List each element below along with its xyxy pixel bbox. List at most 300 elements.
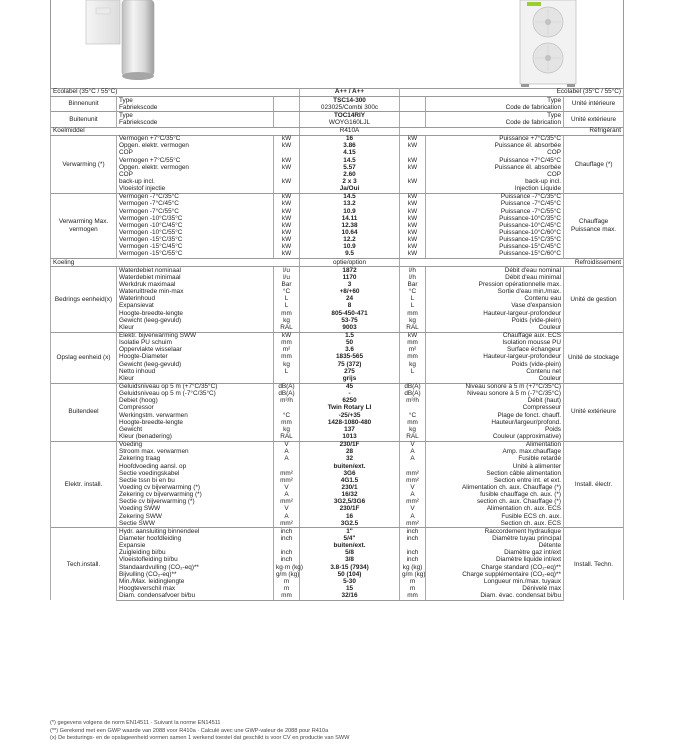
param-label-fr: Pression opérationnelle max. <box>426 282 564 289</box>
param-label-nl: Vermogen -15°C/45°C <box>117 244 274 251</box>
unit-nl: A <box>274 456 300 463</box>
unit-fr: kW <box>400 215 426 222</box>
unit-fr: dB(A) <box>400 391 426 398</box>
unit-nl: kW <box>274 332 300 340</box>
unit-fr: kW <box>400 201 426 208</box>
param-label-nl: Vermogen -10°C/45°C <box>117 223 274 230</box>
spec-value: 4.15 <box>300 150 400 157</box>
spec-value: 3.6 <box>300 347 400 354</box>
unit-fr: kW <box>400 193 426 201</box>
spec-value: +8/+60 <box>300 289 400 296</box>
param-label-fr: Type <box>426 97 564 105</box>
param-label-nl: Geluidsniveau op 5 m (-7°C/35°C) <box>117 391 274 398</box>
param-label-nl: Waterinhoud <box>117 296 274 303</box>
unit-nl: l/u <box>274 267 300 275</box>
spec-value: 50 (104) <box>300 571 400 578</box>
param-label-nl: Waterdebiet nominaal <box>117 267 274 275</box>
unit-fr: RAL <box>400 325 426 333</box>
unit-fr: kW <box>400 223 426 230</box>
unit-fr: m³/h <box>400 398 426 405</box>
spec-value: 4G1.5 <box>300 477 400 484</box>
param-label-fr: Puissance-10°C/45°C <box>426 223 564 230</box>
unit-nl: A <box>274 449 300 456</box>
unit-nl: kW <box>274 251 300 259</box>
param-label-fr: Contenu net <box>426 368 564 375</box>
group-label: Elektr. install. <box>51 441 117 528</box>
spec-value: 12.2 <box>300 237 400 244</box>
group-label-fr: Chauffage (*) <box>564 135 624 193</box>
param-label-nl: Werkingstm. verwarmen <box>117 412 274 419</box>
param-label-nl: Diameter hoofdleiding <box>117 536 274 543</box>
group-label: Verwarming (*) <box>51 135 117 193</box>
unit-nl: mm² <box>274 499 300 506</box>
group-label-fr: Chauffage Puissance max. <box>564 193 624 258</box>
param-label-fr: Sortie d'eau min./max. <box>426 289 564 296</box>
param-label-fr: Débit d'eau minimal <box>426 275 564 282</box>
spec-value: 75 (372) <box>300 361 400 368</box>
unit-nl <box>274 112 300 120</box>
param-label-nl: Type <box>117 112 274 120</box>
param-label-nl: Vermogen -7°C/35°C <box>117 193 274 201</box>
unit-nl: kW <box>274 223 300 230</box>
param-label-nl: Sectie cv bijverwarming (*) <box>117 499 274 506</box>
unit-nl: RAL <box>274 325 300 333</box>
unit-nl: m <box>274 586 300 593</box>
param-label-nl: Vermogen -10°C/35°C <box>117 215 274 222</box>
group-label: Binnenunit <box>51 97 117 112</box>
param-label-nl: Gewicht (leeg-gevuld) <box>117 361 274 368</box>
spec-row <box>51 259 624 267</box>
spec-value: 10.9 <box>300 208 400 215</box>
spec-row <box>51 120 624 128</box>
unit-fr: Bar <box>400 282 426 289</box>
unit-fr: kg <box>400 317 426 324</box>
param-label-nl: Netto inhoud <box>117 368 274 375</box>
unit-fr: RAL <box>400 434 426 442</box>
unit-fr: kg <box>400 361 426 368</box>
unit-nl: inch <box>274 557 300 564</box>
spec-value: 230/1 <box>300 485 400 492</box>
unit-fr: mm <box>400 419 426 426</box>
param-label-nl: Hoogteverschil max <box>117 586 274 593</box>
spec-value: 1.5 <box>300 332 400 340</box>
param-label-nl: Gewicht <box>117 426 274 433</box>
param-label-nl: Vermogen -10°C/55°C <box>117 230 274 237</box>
unit-fr: kg (kg) <box>400 564 426 571</box>
spec-value: optie/option <box>300 259 400 267</box>
param-label-fr: Diamètre gaz int/ext <box>426 550 564 557</box>
group-label: Buitenunit <box>51 112 117 127</box>
param-label-nl: Zuigleiding bi/bu <box>117 550 274 557</box>
unit-nl: kg·m (kg) <box>274 564 300 571</box>
spec-value: -25/+35 <box>300 412 400 419</box>
param-label-fr: Poids <box>426 426 564 433</box>
param-label-nl: Kleur <box>117 375 274 383</box>
unit-fr: mm <box>400 593 426 601</box>
spec-value: 13.2 <box>300 201 400 208</box>
param-label-nl: Vermogen +7°C/55°C <box>117 157 274 164</box>
param-label-nl: Voeding cv bijverwarming (*) <box>117 485 274 492</box>
spec-row <box>51 104 624 112</box>
param-label-fr: Charge standard (CO₂-eq)** <box>426 564 564 571</box>
spec-row <box>51 434 624 442</box>
param-label-nl: Expansievat <box>117 303 274 310</box>
unit-fr: L <box>400 368 426 375</box>
param-label-nl: Kleur <box>117 325 274 333</box>
spec-value: 53-75 <box>300 317 400 324</box>
param-label-nl: Hoofdvoeding aansl. op <box>117 463 274 470</box>
unit-nl: kW <box>274 201 300 208</box>
unit-nl: mm <box>274 593 300 601</box>
param-label-nl: Opgen. elektr. vermogen <box>117 143 274 150</box>
param-label-nl: Werkdruk maximaal <box>117 282 274 289</box>
unit-nl: m <box>274 578 300 585</box>
param-label-nl: Fabriekscode <box>117 104 274 112</box>
unit-nl: inch <box>274 550 300 557</box>
spec-value: 28 <box>300 449 400 456</box>
param-label-nl: Sectie SWW <box>117 520 274 528</box>
spec-row <box>51 520 624 528</box>
unit-fr <box>400 97 426 105</box>
param-label-fr: Section ch. aux. ECS <box>426 520 564 528</box>
spec-value: R410A <box>300 127 400 135</box>
unit-fr: mm <box>400 354 426 361</box>
unit-nl: m² <box>274 347 300 354</box>
unit-fr: mm <box>400 340 426 347</box>
param-label-fr: COP <box>426 172 564 179</box>
spec-value: 32 <box>300 456 400 463</box>
unit-fr: V <box>400 506 426 513</box>
spec-value: 9.5 <box>300 251 400 259</box>
spec-row <box>51 251 624 259</box>
spec-value: 5/8 <box>300 550 400 557</box>
spec-value: 5/4" <box>300 536 400 543</box>
unit-fr: mm <box>400 310 426 317</box>
unit-fr: kg <box>400 426 426 433</box>
param-label-nl: Voeding <box>117 441 274 449</box>
unit-nl: mm <box>274 310 300 317</box>
param-label-fr: Détente <box>426 543 564 550</box>
unit-nl: dB(A) <box>274 383 300 391</box>
unit-nl: V <box>274 506 300 513</box>
spec-value: 15 <box>300 586 400 593</box>
param-label-nl: Elektr. bijverwarming SWW <box>117 332 274 340</box>
unit-nl: kg <box>274 361 300 368</box>
spec-value: 2.60 <box>300 172 400 179</box>
spec-value: 8 <box>300 303 400 310</box>
unit-nl: mm <box>274 419 300 426</box>
param-label-fr: Débit (haut) <box>426 398 564 405</box>
group-label: Opslag eenheid (x) <box>51 332 117 383</box>
unit-nl: °C <box>274 412 300 419</box>
unit-nl: mm² <box>274 477 300 484</box>
param-label-nl: Zekering SWW <box>117 513 274 520</box>
spec-row <box>51 143 624 150</box>
unit-fr: A <box>400 456 426 463</box>
param-label-nl: Waterdebiet minimaal <box>117 275 274 282</box>
spec-value: Ja/Oui <box>300 186 400 194</box>
unit-nl: mm <box>274 340 300 347</box>
unit-fr: A <box>400 492 426 499</box>
unit-nl: l/u <box>274 275 300 282</box>
param-label-nl: Vermogen -15°C/35°C <box>117 237 274 244</box>
group-label-fr: Unité intérieure <box>564 97 624 112</box>
unit-fr: L <box>400 296 426 303</box>
unit-fr: A <box>400 513 426 520</box>
unit-nl: kW <box>274 208 300 215</box>
unit-fr: m <box>400 578 426 585</box>
group-label: Bedrings eenheid(x) <box>51 267 117 332</box>
spec-value: 275 <box>300 368 400 375</box>
spec-value: 805-450-471 <box>300 310 400 317</box>
footnote: (**) Gerekend met een GWP waarde van 2088 voor R410a · Calculé avec une GWP-valeur de 2088 pour R410a <box>50 727 329 734</box>
ecolabel-row <box>51 89 624 97</box>
param-label-nl: Hoogte-Diameter <box>117 354 274 361</box>
param-label-nl: Kleur (benadering) <box>117 434 274 442</box>
param-label-fr: Puissance-15°C/60°C <box>426 251 564 259</box>
param-label-nl: Zekering cv bijverwarming (*) <box>117 492 274 499</box>
group-label: Buitendeel <box>51 383 117 441</box>
unit-fr: kW <box>400 251 426 259</box>
param-label-nl: Vloeistofleiding bi/bu <box>117 557 274 564</box>
unit-nl: kW <box>274 164 300 171</box>
spec-table <box>50 88 624 601</box>
param-label-fr: Type <box>426 112 564 120</box>
spec-value: 10.9 <box>300 244 400 251</box>
spec-value: 1428-1080-480 <box>300 419 400 426</box>
group-label-fr: Unité extérieure <box>564 112 624 127</box>
indoor-unit-image <box>86 0 166 86</box>
param-label-fr: Puissance +7°C/35°C <box>426 135 564 143</box>
ecolabel-value: A++ / A++ <box>300 89 400 97</box>
unit-nl: kW <box>274 193 300 201</box>
unit-nl: kW <box>274 244 300 251</box>
product-image-frame <box>50 0 624 89</box>
unit-fr: L <box>400 303 426 310</box>
param-label-fr: Contenu eau <box>426 296 564 303</box>
spec-value: 5-30 <box>300 578 400 585</box>
param-label-fr: COP <box>426 150 564 157</box>
spec-value: 9003 <box>300 325 400 333</box>
unit-nl: mm² <box>274 520 300 528</box>
spec-value: buiten/ext. <box>300 463 400 470</box>
group-label-fr: Install. Techn. <box>564 528 624 600</box>
unit-fr: g/m (kg) <box>400 571 426 578</box>
param-label-fr: Puissance -7°C/45°C <box>426 201 564 208</box>
outdoor-unit-image <box>519 0 579 88</box>
spec-value: 3G2,5/3G6 <box>300 499 400 506</box>
spec-value: 1013 <box>300 434 400 442</box>
unit-nl: kg <box>274 426 300 433</box>
unit-nl <box>274 375 300 383</box>
param-label-fr: Couleur <box>426 325 564 333</box>
param-label-fr: Compresseur <box>426 405 564 412</box>
unit-fr: °C <box>400 289 426 296</box>
unit-fr: °C <box>400 412 426 419</box>
param-label-fr: Amp. max.chauffage <box>426 449 564 456</box>
unit-fr: kW <box>400 143 426 150</box>
param-label-nl: Fabriekscode <box>117 120 274 128</box>
spec-value: Twin Rotary LI <box>300 405 400 412</box>
spec-value: 3.86 <box>300 143 400 150</box>
unit-nl: mm <box>274 354 300 361</box>
unit-nl: kW <box>274 237 300 244</box>
unit-nl: RAL <box>274 434 300 442</box>
unit-nl: kW <box>274 179 300 186</box>
unit-nl: kW <box>274 143 300 150</box>
param-label-nl: Vermogen -7°C/45°C <box>117 201 274 208</box>
param-label-nl: COP <box>117 172 274 179</box>
unit-fr: V <box>400 441 426 449</box>
param-label-nl: Debiet (hoog) <box>117 398 274 405</box>
param-label-fr: Poids (vide-plein) <box>426 361 564 368</box>
param-label-fr: Charge supplémentaire (CO₂-eq)** <box>426 571 564 578</box>
spec-value: 14.5 <box>300 193 400 201</box>
spec-row <box>51 368 624 375</box>
ecolabel-left: Ecolabel (35°C / 55°C) <box>51 89 300 97</box>
unit-nl: A <box>274 513 300 520</box>
param-label-fr: Diam. évac. condensat bi/bu <box>426 593 564 601</box>
group-label-fr: Refroidissement <box>400 259 624 267</box>
spec-value: TOC14RIY <box>300 112 400 120</box>
spec-value: 3/8 <box>300 557 400 564</box>
group-label-fr: Réfrigérant <box>400 127 624 135</box>
param-label-fr: Section entre int. et ext. <box>426 477 564 484</box>
spec-value: 1872 <box>300 267 400 275</box>
spec-row <box>51 325 624 333</box>
group-label-fr: Unité de stockage <box>564 332 624 383</box>
param-label-fr: Diamètre liquide int/ext <box>426 557 564 564</box>
unit-fr: l/h <box>400 275 426 282</box>
unit-fr: kW <box>400 135 426 143</box>
param-label-fr: Code de fabrication <box>426 120 564 128</box>
spec-value: 3.8-15 (7934) <box>300 564 400 571</box>
spec-value: 14.5 <box>300 157 400 164</box>
unit-fr: inch <box>400 557 426 564</box>
group-label: Koelmiddel <box>51 127 300 135</box>
param-label-nl: Diam. condensafvoer bi/bu <box>117 593 274 601</box>
spec-value: 50 <box>300 340 400 347</box>
unit-nl: Bar <box>274 282 300 289</box>
param-label-nl: Opgen. elektr. vermogen <box>117 164 274 171</box>
unit-fr: l/h <box>400 267 426 275</box>
group-label: Tech.install. <box>51 528 117 600</box>
spec-value: 16 <box>300 513 400 520</box>
param-label-fr: Niveau sonore à 5 m (+7°C/35°C) <box>426 383 564 391</box>
unit-fr <box>400 104 426 112</box>
param-label-fr: Section câble alimentation <box>426 470 564 477</box>
param-label-fr: Poids (vide-plein) <box>426 317 564 324</box>
param-label-fr: back-up incl. <box>426 179 564 186</box>
param-label-nl: COP <box>117 150 274 157</box>
unit-nl: °C <box>274 289 300 296</box>
param-label-fr: Débit d'eau nominal <box>426 267 564 275</box>
spec-value: - <box>300 391 400 398</box>
spec-value: 14.11 <box>300 215 400 222</box>
param-label-fr: Surface échangeur <box>426 347 564 354</box>
param-label-nl: Oppervlakte wisselaar <box>117 347 274 354</box>
param-label-fr: Hauteur-largeur-profondeur <box>426 310 564 317</box>
unit-nl: A <box>274 492 300 499</box>
unit-nl: kW <box>274 230 300 237</box>
param-label-nl: Bijvulling (CO₂-eq)** <box>117 571 274 578</box>
param-label-fr: Puissance -7°C/35°C <box>426 193 564 201</box>
param-label-nl: Vermogen +7°C/35°C <box>117 135 274 143</box>
param-label-nl: Stroom max. verwarmen <box>117 449 274 456</box>
param-label-nl: Gewicht (leeg-gevuld) <box>117 317 274 324</box>
spec-value: 023025/Combi 300c <box>300 104 400 112</box>
unit-fr: kW <box>400 237 426 244</box>
param-label-nl: Isolatie PU schuim <box>117 340 274 347</box>
unit-nl: m³/h <box>274 398 300 405</box>
unit-fr: A <box>400 449 426 456</box>
spec-value: 230/1F <box>300 441 400 449</box>
group-label: Koeling <box>51 259 300 267</box>
unit-nl: dB(A) <box>274 391 300 398</box>
param-label-fr: Dénivelé max <box>426 586 564 593</box>
unit-fr: mm² <box>400 520 426 528</box>
param-label-nl: Geluidsniveau op 5 m (+7°C/35°C) <box>117 383 274 391</box>
group-label-fr: Unité de gestion <box>564 267 624 332</box>
unit-fr: V <box>400 485 426 492</box>
footnote: (*) gegevens volgens de norm EN14511 · Suivant la norme EN14511 <box>50 720 221 726</box>
param-label-fr: Puissance él. absorbée <box>426 164 564 171</box>
param-label-nl: Hoogte-breedte-lengte <box>117 419 274 426</box>
param-label-fr: Unité à alimenter <box>426 463 564 470</box>
param-label-nl: Vermogen -15°C/55°C <box>117 251 274 259</box>
spec-value: 1170 <box>300 275 400 282</box>
spec-value: 16 <box>300 135 400 143</box>
param-label-nl: Min./Max. leidinglengte <box>117 578 274 585</box>
param-label-fr: Niveau sonore à 5 m (-7°C/35°C) <box>426 391 564 398</box>
param-label-fr: section ch. aux. Chauffage (*) <box>426 499 564 506</box>
group-label-fr: Install. électr. <box>564 441 624 528</box>
spec-value: 10.64 <box>300 230 400 237</box>
unit-fr <box>400 112 426 120</box>
param-label-fr: Plage de fonct. chauff. <box>426 412 564 419</box>
param-label-fr: Couleur <box>426 375 564 383</box>
param-label-nl: Zekering traag <box>117 456 274 463</box>
footnote: (x) De besturings- en de opslageenheid vormen samen 1 werkend toestel dat geschikt is voor CV en productie van SWW <box>50 735 350 742</box>
param-label-fr: Puissance -7°C/55°C <box>426 208 564 215</box>
spec-value: 5.57 <box>300 164 400 171</box>
unit-fr <box>400 120 426 128</box>
unit-nl: kW <box>274 135 300 143</box>
param-label-nl: Voeding SWW <box>117 506 274 513</box>
unit-fr: m² <box>400 347 426 354</box>
param-label-fr: Alimentation ch. aux. Chauffage (*) <box>426 485 564 492</box>
unit-fr: m <box>400 586 426 593</box>
ecolabel-right: Ecolabel (35°C / 55°C) <box>400 89 624 97</box>
param-label-fr: Puissance-15°C/35°C <box>426 237 564 244</box>
spec-value: TSC14-300 <box>300 97 400 105</box>
param-label-nl: Vloeistof injectie <box>117 186 274 194</box>
unit-nl: L <box>274 303 300 310</box>
param-label-fr: Raccordement hydraulique <box>426 528 564 536</box>
param-label-fr: Diamètre tuyau principal <box>426 536 564 543</box>
param-label-fr: Hauteur-largeur-profondeur <box>426 354 564 361</box>
unit-nl: g/m (kg) <box>274 571 300 578</box>
spec-value: WOYG160LJL <box>300 120 400 128</box>
unit-nl: L <box>274 296 300 303</box>
unit-fr: kW <box>400 244 426 251</box>
param-label-fr: Code de fabrication <box>426 104 564 112</box>
param-label-fr: Puissance él. absorbée <box>426 143 564 150</box>
param-label-fr: Chauffage aux. ECS <box>426 332 564 340</box>
param-label-fr: Puissance-10°C/60°C <box>426 230 564 237</box>
unit-fr: dB(A) <box>400 383 426 391</box>
param-label-fr: Hauteur/largeur/profond. <box>426 419 564 426</box>
